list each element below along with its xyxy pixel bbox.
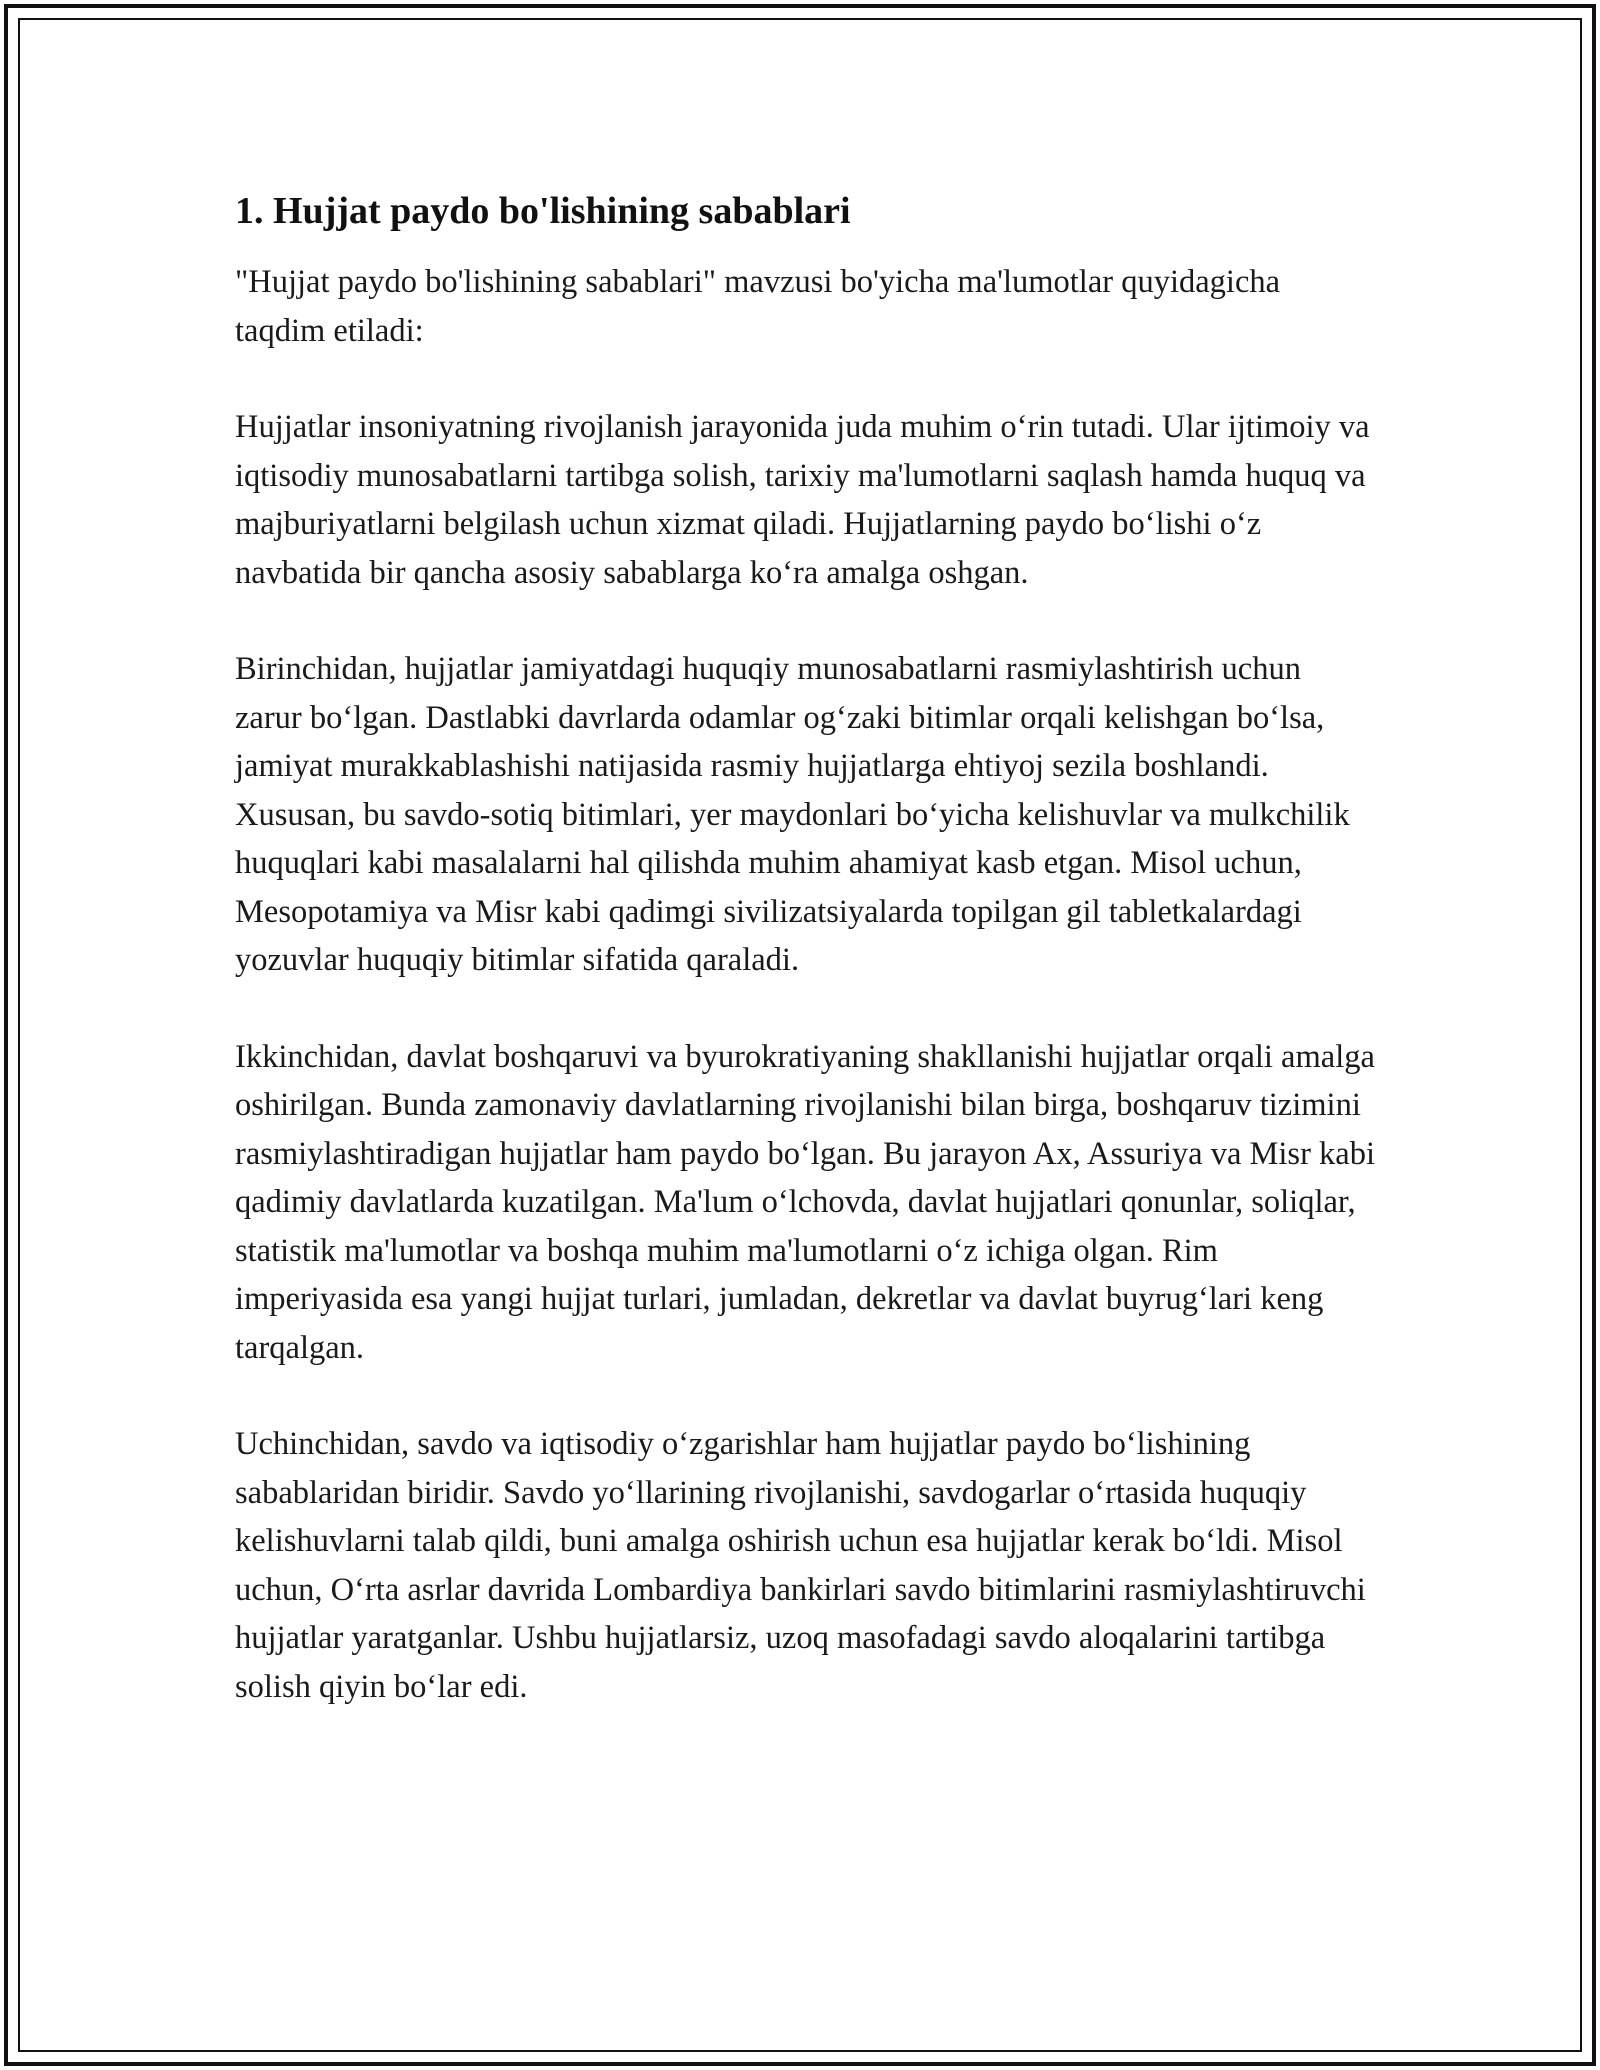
- section-heading: 1. Hujjat paydo bo'lishining sabablari: [235, 190, 851, 232]
- paragraph-third-reason: Uchinchidan, savdo va iqtisodiy o‘zgarishlar ham hujjatlar paydo bo‘lishining sabablaridan biridir. Savdo yo‘llarining rivojlanishi, savdogarlar o‘rtasida huquqiy kelishuvlarni talab qildi, buni amalga oshirish uchun esa hujjatlar kerak bo‘ldi. Misol uchun, O‘rta asrlar davrida Lombardiya bankirlari savdo bitimlarini rasmiylashtiruvchi hujjatlar yaratganlar. Ushbu hujjatlarsiz, uzoq masofadagi savdo aloqalarini tartibga solish qiyin bo‘lar edi.: [235, 1426, 1366, 1705]
- intro-paragraph: "Hujjat paydo bo'lishining sabablari" mavzusi bo'yicha ma'lumotlar quyidagicha taqdim etiladi:: [235, 264, 1281, 349]
- document-body: [235, 188, 1375, 1759]
- paragraph-first-reason: Birinchidan, hujjatlar jamiyatdagi huquqiy munosabatlarni rasmiylashtirish uchun zarur bo‘lgan. Dastlabki davrlarda odamlar og‘zaki bitimlar orqali kelishgan bo‘lsa, jamiyat murakkablashishi natijasida rasmiy hujjatlarga ehtiyoj sezila boshlandi. Xususan, bu savdo-sotiq bitimlari, yer maydonlari bo‘yicha kelishuvlar va mulkchilik huquqlari kabi masalalarni hal qilishda muhim ahamiyat kasb etgan. Misol uchun, Mesopotamiya va Misr kabi qadimgi sivilizatsiyalarda topilgan gil tabletkalardagi yozuvlar huquqiy bitimlar sifatida qaraladi.: [235, 651, 1350, 978]
- paragraph-second-reason: Ikkinchidan, davlat boshqaruvi va byurokratiyaning shakllanishi hujjatlar orqali amalga oshirilgan. Bunda zamonaviy davlatlarning rivojlanishi bilan birga, boshqaruv tizimini rasmiylashtiradigan hujjatlar ham paydo bo‘lgan. Bu jarayon Ax, Assuriya va Misr kabi qadimiy davlatlarda kuzatilgan. Ma'lum o‘lchovda, davlat hujjatlari qonunlar, soliqlar, statistik ma'lumotlar va boshqa muhim ma'lumotlarni o‘z ichiga olgan. Rim imperiyasida esa yangi hujjat turlari, jumladan, dekretlar va davlat buyrug‘lari keng tarqalgan.: [235, 1038, 1375, 1366]
- paragraph-overview: Hujjatlar insoniyatning rivojlanish jarayonida juda muhim o‘rin tutadi. Ular ijtimoiy va iqtisodiy munosabatlarni tartibga solish, tarixiy ma'lumotlarni saqlash hamda huquq va majburiyatlarni belgilash uchun xizmat qiladi. Hujjatlarning paydo bo‘lishi o‘z navbatida bir qancha asosiy sabablarga ko‘ra amalga oshgan.: [235, 409, 1370, 591]
